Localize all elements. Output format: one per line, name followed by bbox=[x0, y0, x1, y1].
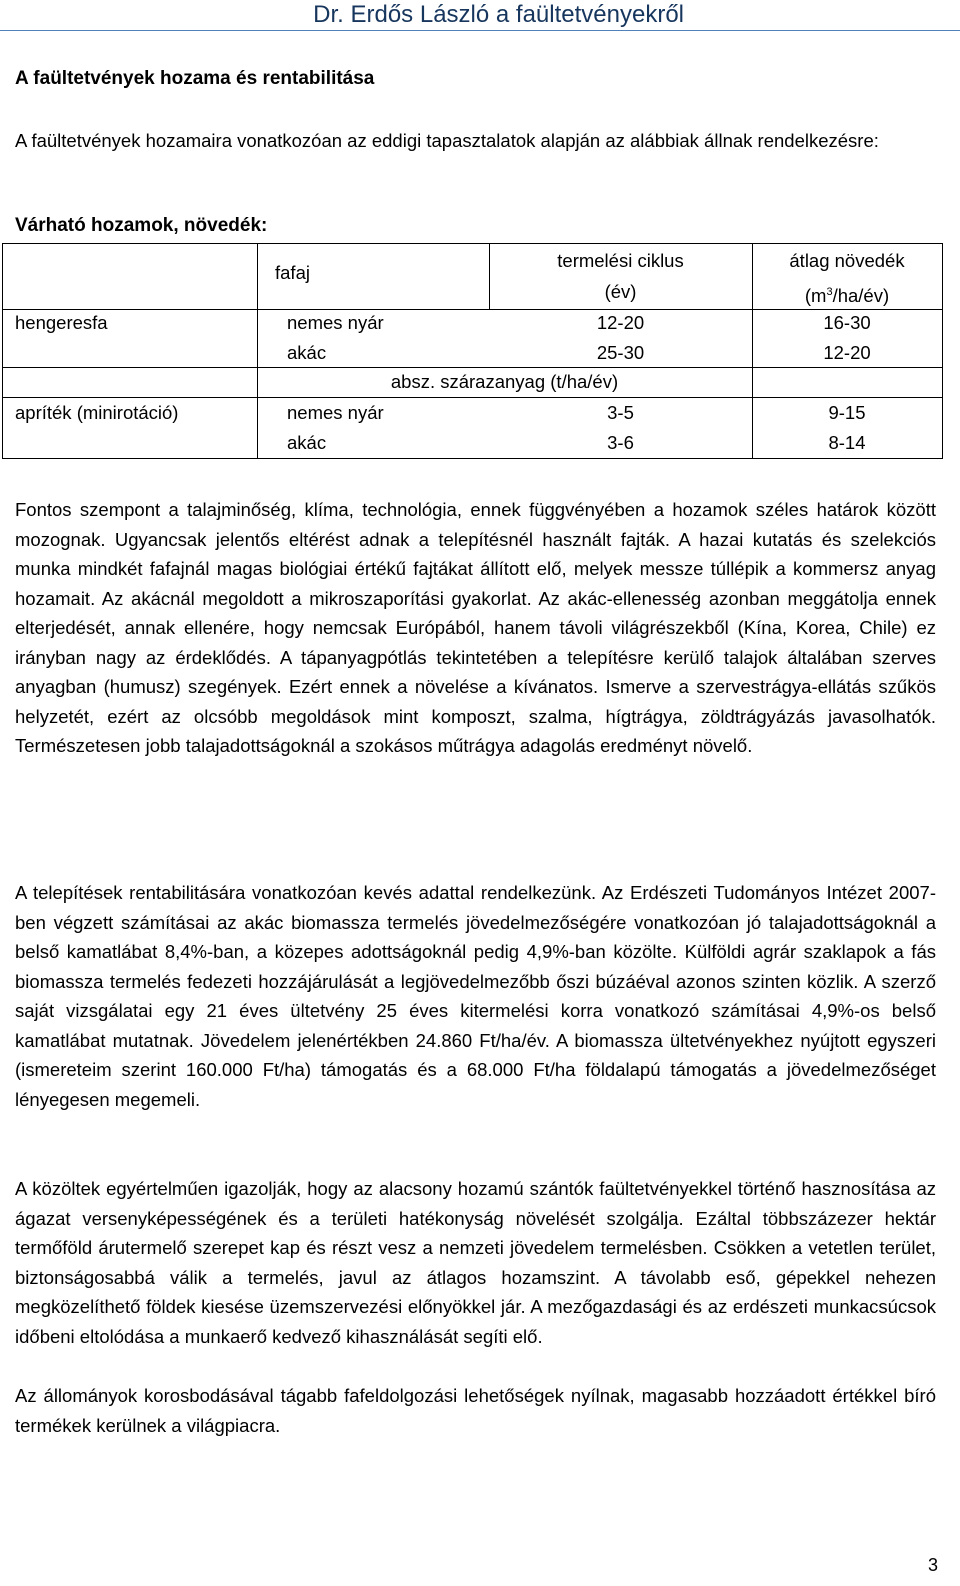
table-divider bbox=[3, 367, 942, 368]
table-divider bbox=[3, 397, 942, 398]
table-title: Várható hozamok, növedék: bbox=[15, 215, 268, 236]
table-divider bbox=[257, 244, 258, 458]
row-species: akác bbox=[287, 432, 327, 453]
header-growth-line2: $(m^3/ha/év)$ bbox=[804, 285, 890, 306]
dry-matter-subheader: absz. szárazanyag (t/ha/év) bbox=[390, 371, 619, 392]
table-divider bbox=[3, 309, 942, 310]
header-title: Dr. Erdős László a faültetvényekről bbox=[313, 1, 684, 28]
yield-table bbox=[2, 243, 943, 459]
row-group-label: hengeresfa bbox=[15, 312, 108, 333]
row-group-label: apríték (minirotáció) bbox=[15, 402, 179, 423]
page-number: 3 bbox=[927, 1555, 938, 1575]
row-cycle: 12-20 bbox=[596, 312, 645, 333]
header-cycle-line1: termelési ciklus bbox=[557, 250, 684, 271]
intro-paragraph: A faültetvények hozamaira vonatkozóan az eddigi tapasztalatok alapján az alábbiak állnak rendelkezésre: bbox=[15, 130, 879, 151]
row-cycle: 3-6 bbox=[607, 432, 634, 453]
row-growth: 12-20 bbox=[823, 342, 871, 363]
row-species: nemes nyár bbox=[287, 312, 384, 333]
header-cycle-line2: (év) bbox=[604, 281, 637, 302]
body-paragraph: A telepítések rentabilitására vonatkozóan kevés adattal rendelkezünk. Az Erdészeti Tudományos Intézet 2007-ben végzett számításai az akác biomassza termelés jövedelmezőségére vonatkozóan jó talajadottságoknál a belső kamatlábat 8,4%-ban, a közepes adottságoknál pedig 4,9%-ban közölte. Külföldi agrár szaklapok a fás biomassza termelés fedezeti hozzájárulását a legjövedelmezőbb őszi búzáéval azonos szinten közlik. A szerző saját vizsgálatai egy 21 éves ültetvény 25 éves kitermelési korra vonatkozó számításai 4,9%-os belső kamatlábat mutatnak. Jövedelem jelenértékben 24.860 Ft/ha/év. A biomassza ültetvényekhez nyújtott egyszeri (ismereteim szerint 160.000 Ft/ha) támogatás és a 68.000 Ft/ha földalapú támogatás a jövedelmezőséget lényegesen megemeli. bbox=[15, 882, 936, 1110]
body-paragraph: A közöltek egyértelműen igazolják, hogy az alacsony hozamú szántók faültetvényekkel történő hasznosítása az ágazat versenyképességének és a területi hatékonyság növelését szolgálja. Ezáltal többszázezer hektár termőföld árutermelő szerepet kap és részt vesz a nemzeti jövedelem termelésben. Csökken a vetetlen terület, biztonságosabbá válik a termelés, javul az átlagos hozamszint. A távolabb eső, gépekkel nehezen megközelíthető földek kiesése üzemszervezési előnyökkel jár. A mezőgazdasági és az erdészeti munkacsúcsok időbeni eltolódása a munkaerő kedvező kihasználását segíti elő. bbox=[15, 1178, 936, 1347]
body-paragraph: Az állományok korosbodásával tágabb fafeldolgozási lehetőségek nyílnak, magasabb hozzáadott értékkel bíró termékek kerülnek a világpiacra. bbox=[15, 1385, 936, 1436]
row-species: nemes nyár bbox=[287, 402, 384, 423]
row-species: akác bbox=[287, 342, 327, 363]
header-growth-line1: átlag növedék bbox=[789, 250, 905, 271]
row-growth: 16-30 bbox=[823, 312, 871, 333]
page-header bbox=[0, 0, 960, 31]
header-species: fafaj bbox=[275, 262, 310, 283]
row-cycle: 25-30 bbox=[596, 342, 645, 363]
row-growth: 9-15 bbox=[828, 402, 866, 423]
body-paragraph: Fontos szempont a talajminőség, klíma, technológia, ennek függvényében a hozamok széles határok között mozognak. Ugyancsak jelentős eltérést adnak a telepítésnél használt fajták. A hazai kutatás és szelekciós munka mindkét fafajnál magas biológiai értékű fajtákat állított elő, melyek messze túllépik a kommersz anyag hozamait. Az akácnál megoldott a mikroszaporítási gyakorlat. Az akác-ellenesség azonban meggátolja ennek elterjedését, annak ellenére, hogy nemcsak Európából, hanem távoli világrészekből (Kína, Korea, Chile) ez irányban nagy az érdeklődés. A tápanyagpótlás tekintetében a telepítésre kerülő talajok általában szerves anyagban (humusz) szegények. Ezért ennek a növelése a kívánatos. Ismerve a szervestrágya-ellátás szűkös helyzetét, ezért az olcsóbb megoldások mint komposzt, szalma, hígtrágya, zöldtrágyázás javasolhatók. Természetesen jobb talajadottságoknál a szokásos műtrágya adagolás eredményt növelő. bbox=[15, 499, 936, 756]
row-cycle: 3-5 bbox=[607, 402, 634, 423]
section-title: A faültetvények hozama és rentabilitása bbox=[15, 68, 375, 89]
row-growth: 8-14 bbox=[828, 432, 866, 453]
